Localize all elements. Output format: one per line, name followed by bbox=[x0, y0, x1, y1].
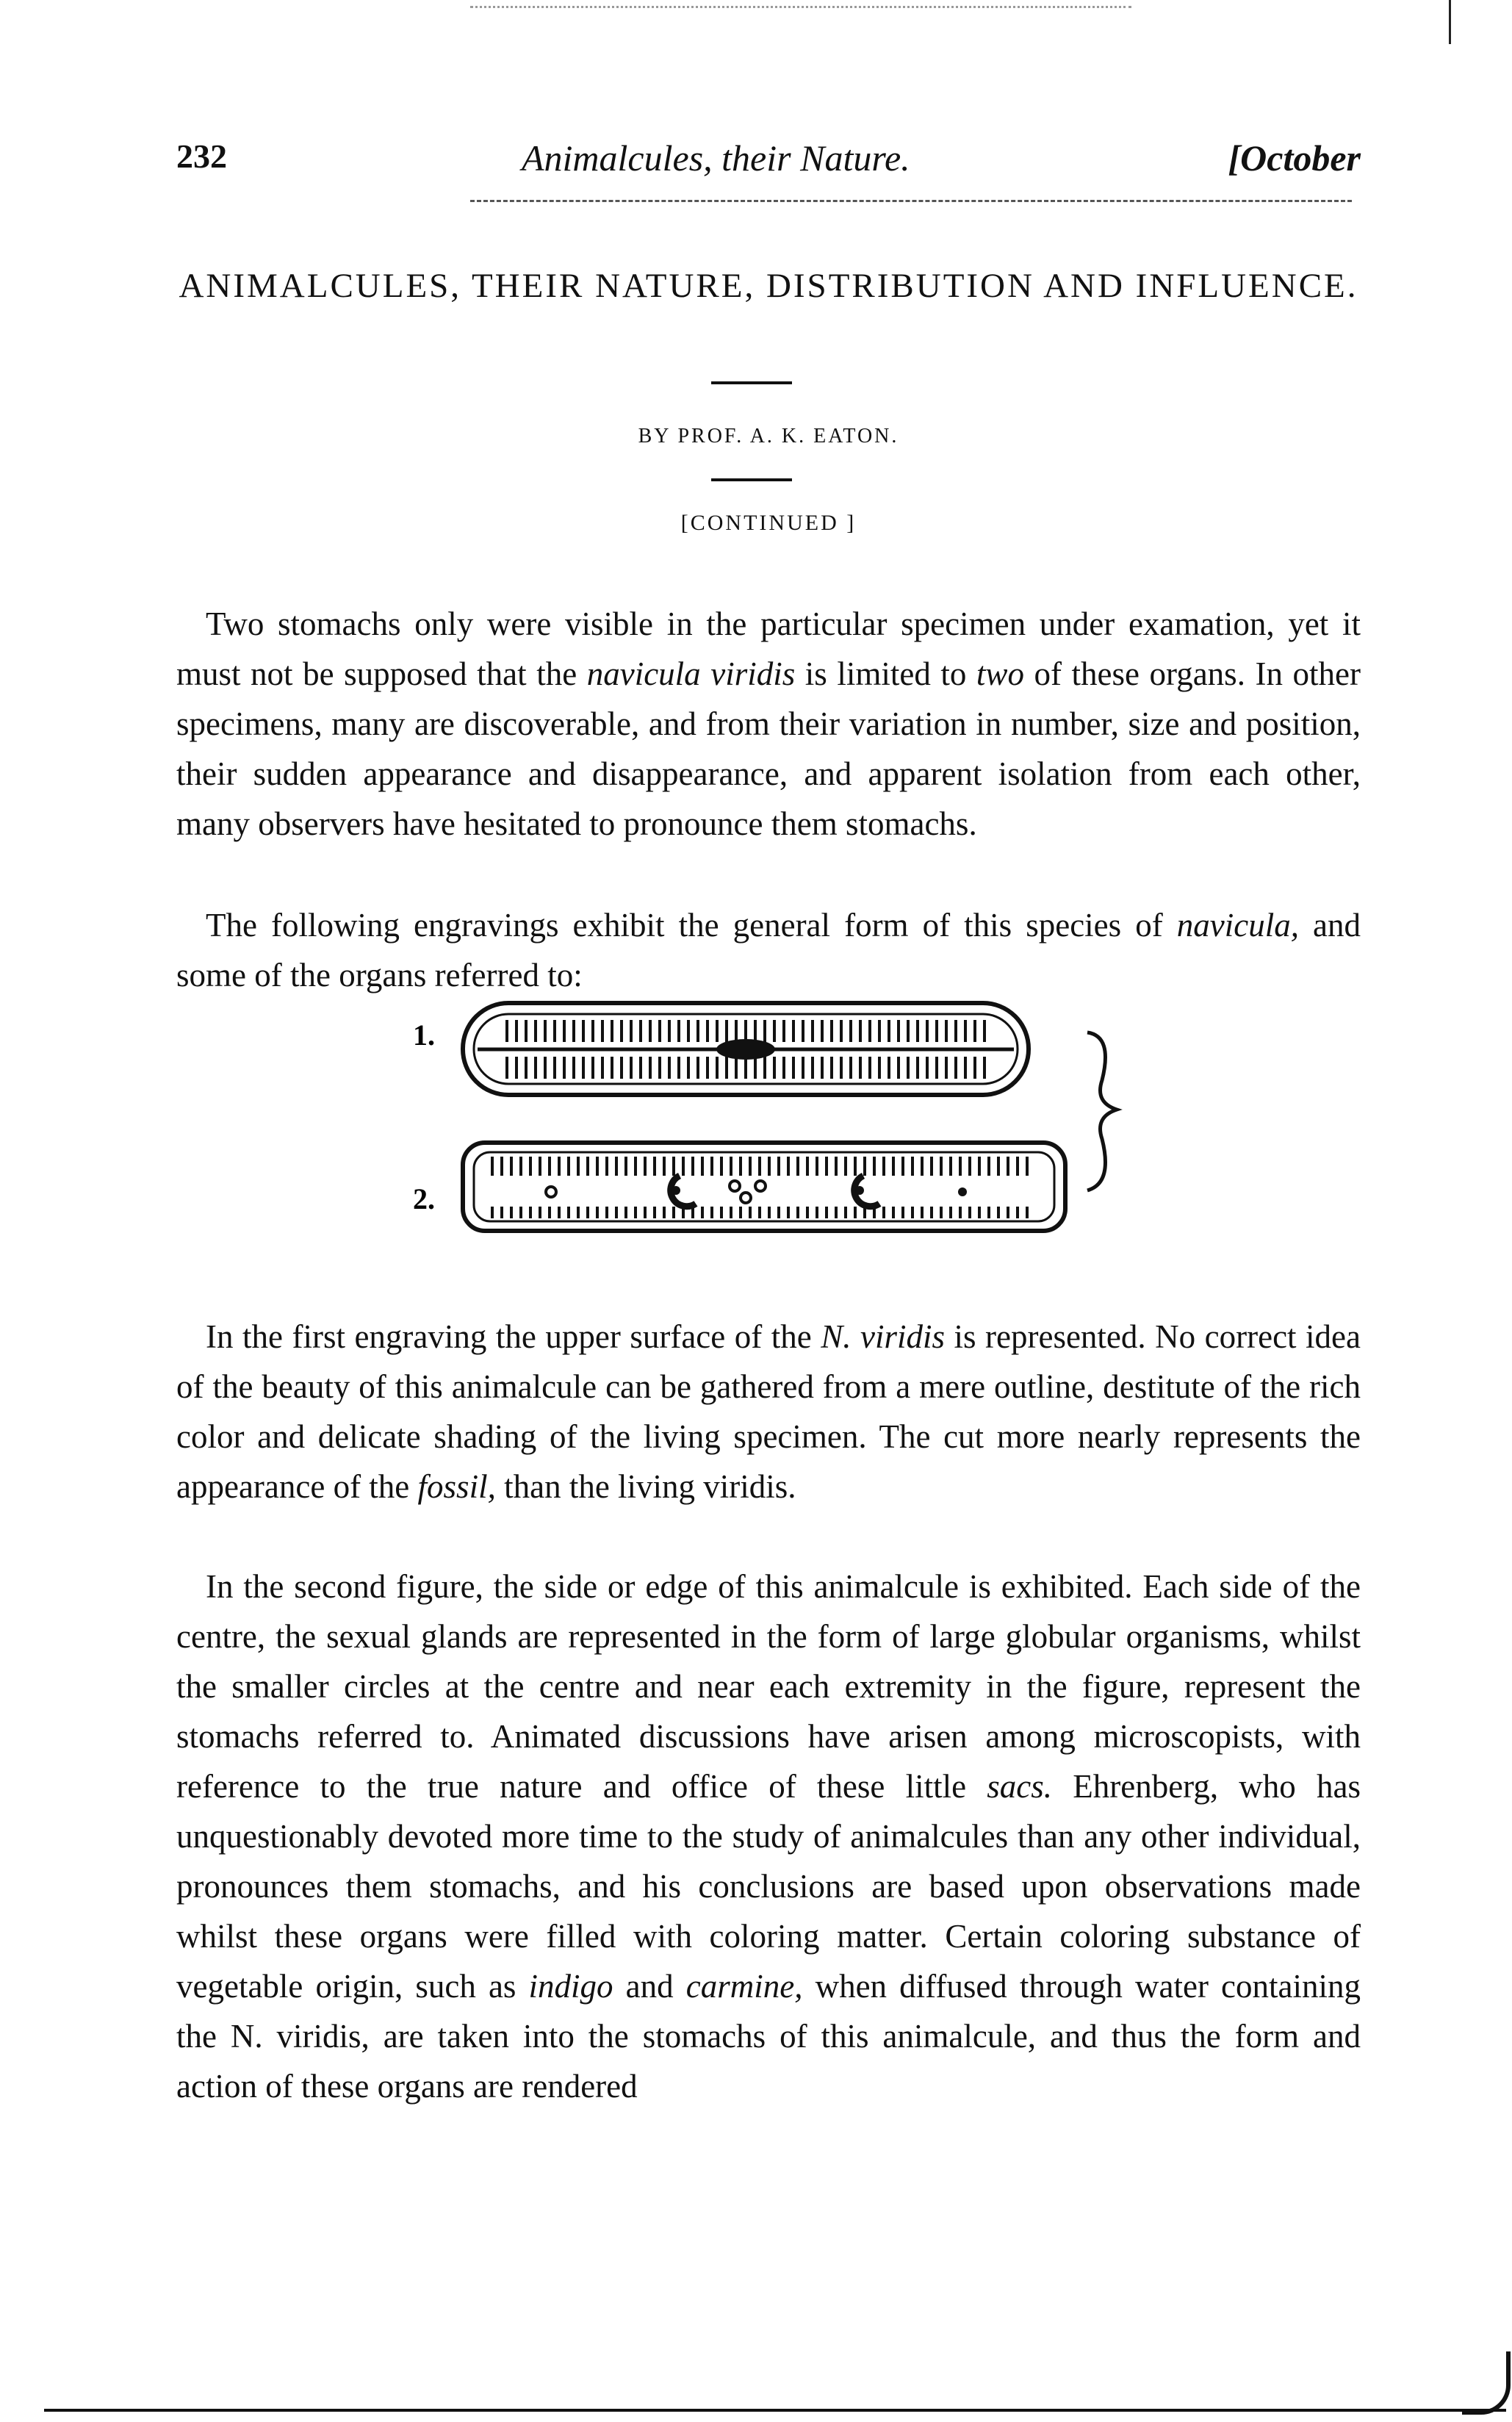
continued-note: [CONTINUED ] bbox=[680, 511, 857, 535]
stomach-circle-left bbox=[546, 1187, 556, 1197]
header-rule bbox=[470, 200, 1352, 202]
scan-edge-right bbox=[1449, 0, 1451, 44]
paragraph-first-engraving: In the first engraving the upper surface of the N. viridis is represented. No correct idea of the beauty of this animalcule can be gathered from a mere outline, destitute of the rich color and delicate shading of the living specimen. The cut more nearly represents the appearance of the fossil, than the living viridis. bbox=[176, 1318, 1361, 1505]
navicula-top-view bbox=[463, 1003, 1029, 1095]
scan-page-curl bbox=[1462, 2351, 1511, 2415]
figure-label-1: 1. bbox=[413, 1018, 435, 1052]
figure-label-2: 2. bbox=[413, 1182, 435, 1215]
running-title: Animalcules, their Nature. bbox=[522, 137, 910, 179]
scan-edge-bottom bbox=[44, 2409, 1506, 2412]
title-divider bbox=[711, 381, 792, 384]
page-number: 232 bbox=[176, 137, 227, 175]
stomach-circle-centre-c bbox=[755, 1181, 766, 1191]
byline-divider bbox=[711, 478, 792, 481]
running-month: [October bbox=[1228, 137, 1361, 179]
stomach-circle-centre-a bbox=[730, 1181, 740, 1191]
stomach-circle-centre-b bbox=[741, 1193, 751, 1203]
byline: BY PROF. A. K. EATON. bbox=[638, 425, 899, 448]
paragraph-stomachs: Two stomachs only were visible in the particular specimen under examation, yet it must not be supposed that the navicula viridis is limited to two of these organs. In other specimens, many are discoverable, and from their variation in number, size and position, their sudden appearance and disappearance, and apparent isolation from each other, many observers have hesitated to pronounce them stomachs. bbox=[176, 606, 1361, 842]
navicula-figure-svg bbox=[397, 992, 1131, 1264]
paragraph-second-figure: In the second figure, the side or edge of this animalcule is exhibited. Each side of the centre, the sexual glands are represented in the form of large globular organisms, whilst the smaller circles at the centre and near each extremity in the figure, represent the stomachs referred to. Animated discussions have arisen among microscopists, with reference to the true nature and office of these little sacs. Ehrenberg, who has unquestionably devoted more time to the study of animalcules than any other individual, pronounces them stomachs, and his conclusions are based upon observations made whilst these organs were filled with coloring matter. Certain coloring substance of vegetable origin, such as indigo and carmine, when diffused through water containing the N. viridis, are taken into the stomachs of this animalcule, and thus the form and action of these organs are rendered bbox=[176, 1568, 1361, 2105]
paragraph-engravings-intro: The following engravings exhibit the general form of this species of navicula, and some of the organs referred to: bbox=[176, 907, 1361, 993]
navicula-engraving bbox=[397, 992, 1131, 1264]
article-title: ANIMALCULES, THEIR NATURE, DISTRIBUTION AND INFLUENCE. bbox=[179, 267, 1358, 305]
running-head bbox=[176, 137, 1361, 188]
stomach-circle-right bbox=[958, 1187, 967, 1196]
scan-edge-top bbox=[470, 6, 1131, 8]
brace-symbol bbox=[1087, 1032, 1117, 1190]
navicula-side-view bbox=[463, 1143, 1065, 1231]
